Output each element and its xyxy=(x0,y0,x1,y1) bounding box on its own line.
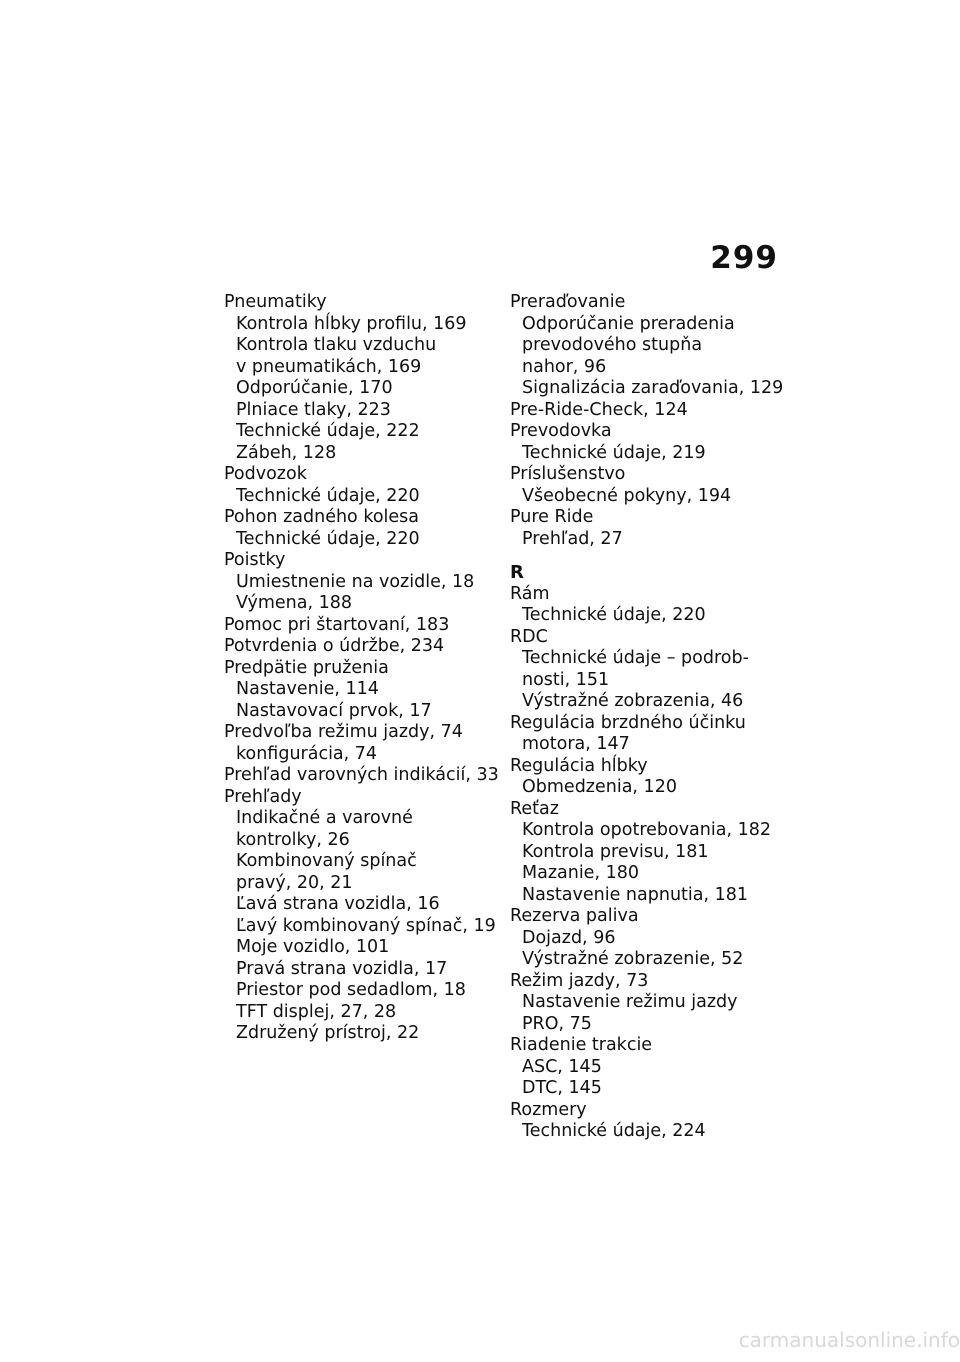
index-subentry: Technické údaje, 219 xyxy=(522,442,706,463)
index-subentry: Moje vozidlo, 101 xyxy=(236,937,390,957)
index-subentry: Kombinovaný spínač xyxy=(236,851,417,871)
index-subentry: Pravá strana vozidla, 17 xyxy=(236,958,448,979)
index-subentry: Nastavovací prvok, 17 xyxy=(236,700,432,721)
index-column-left xyxy=(224,292,499,1045)
index-subentry: Odporúčanie preradenia xyxy=(522,313,735,334)
index-subentry: Nastavenie, 114 xyxy=(236,679,379,699)
index-subentry: pravý, 20, 21 xyxy=(236,872,353,893)
index-entry: Pomoc pri štartovaní, 183 xyxy=(224,614,450,635)
index-subentry: prevodového stupňa xyxy=(522,335,703,355)
index-section-letter: R xyxy=(510,562,524,583)
index-subentry: Všeobecné pokyny, 194 xyxy=(522,485,732,506)
index-subentry: PRO, 75 xyxy=(522,1013,592,1034)
index-subentry: Obmedzenia, 120 xyxy=(522,777,677,797)
index-subentry: v pneumatikách, 169 xyxy=(236,356,422,377)
index-subentry: Technické údaje – podrob- xyxy=(522,648,749,668)
index-subentry: Ľavý kombinovaný spínač, 19 xyxy=(236,915,496,936)
index-entry: Pure Ride xyxy=(510,507,594,527)
index-subentry: Ľavá strana vozidla, 16 xyxy=(236,894,440,914)
index-column-right xyxy=(510,292,795,1143)
index-subentry: Technické údaje, 222 xyxy=(236,421,420,441)
index-entry: Predpätie pruženia xyxy=(224,657,389,678)
index-subentry: Kontrola hĺbky profilu, 169 xyxy=(236,313,467,334)
index-subentry: Výmena, 188 xyxy=(236,593,353,613)
index-entry: Prehľad varovných indikácií, 33 xyxy=(224,765,499,785)
index-subentry: Technické údaje, 220 xyxy=(236,485,420,506)
index-entry: Predvoľba režimu jazdy, 74 xyxy=(224,722,463,742)
index-entry: Rezerva paliva xyxy=(510,906,639,926)
index-subentry: Priestor pod sedadlom, 18 xyxy=(236,980,466,1000)
index-subentry: Nastavenie napnutia, 181 xyxy=(522,884,749,905)
index-subentry: Dojazd, 96 xyxy=(522,927,616,948)
index-entry: Pneumatiky xyxy=(224,292,327,312)
index-subentry: Mazanie, 180 xyxy=(522,863,639,883)
index-subentry: nahor, 96 xyxy=(522,356,607,377)
index-subentry: Technické údaje, 220 xyxy=(522,605,706,625)
index-subentry: Výstražné zobrazenie, 52 xyxy=(522,949,744,969)
index-subentry: Odporúčanie, 170 xyxy=(236,378,393,398)
index-subentry: Kontrola tlaku vzduchu xyxy=(236,335,437,355)
index-entry: Prevodovka xyxy=(510,421,612,441)
page-number: 299 xyxy=(710,240,778,276)
index-subentry: ASC, 145 xyxy=(522,1056,602,1077)
index-entry: Poistky xyxy=(224,550,286,570)
index-subentry: DTC, 145 xyxy=(522,1078,602,1098)
index-entry: Regulácia hĺbky xyxy=(510,755,648,776)
index-entry: Potvrdenia o údržbe, 234 xyxy=(224,636,445,656)
index-subentry: Zábeh, 128 xyxy=(236,442,337,463)
index-subentry: Kontrola previsu, 181 xyxy=(522,841,709,862)
index-subentry: Technické údaje, 220 xyxy=(236,528,420,549)
index-entry: Rozmery xyxy=(510,1099,587,1120)
index-subentry: konfigurácia, 74 xyxy=(236,743,378,764)
index-subentry: nosti, 151 xyxy=(522,669,610,690)
index-subentry: Prehľad, 27 xyxy=(522,528,623,549)
index-subentry: Technické údaje, 224 xyxy=(522,1121,706,1141)
index-entry: Pre-Ride-Check, 124 xyxy=(510,399,688,420)
index-entry: Regulácia brzdného účinku xyxy=(510,712,746,733)
index-subentry: Nastavenie režimu jazdy xyxy=(522,992,738,1012)
index-subentry: TFT displej, 27, 28 xyxy=(236,1001,397,1022)
index-subentry: Signalizácia zaraďovania, 129 xyxy=(522,378,784,398)
index-subentry: Združený prístroj, 22 xyxy=(236,1023,420,1043)
index-subentry: Plniace tlaky, 223 xyxy=(236,399,391,420)
index-subentry: Výstražné zobrazenia, 46 xyxy=(522,691,744,711)
index-subentry: Indikačné a varovné xyxy=(236,808,413,828)
index-subentry: motora, 147 xyxy=(522,734,630,754)
index-entry: Riadenie trakcie xyxy=(510,1035,653,1055)
index-entry: Preraďovanie xyxy=(510,292,626,312)
index-entry: Prehľady xyxy=(224,786,302,807)
index-entry: Režim jazdy, 73 xyxy=(510,970,649,991)
watermark-footer: carmanualsonline.info xyxy=(738,1328,960,1352)
index-entry: Podvozok xyxy=(224,464,307,484)
index-entry: Rám xyxy=(510,583,550,604)
index-subentry: kontrolky, 26 xyxy=(236,829,350,850)
index-entry: Reťaz xyxy=(510,798,559,819)
index-entry: RDC xyxy=(510,626,548,647)
index-subentry: Umiestnenie na vozidle, 18 xyxy=(236,571,475,592)
index-entry: Príslušenstvo xyxy=(510,464,626,484)
index-entry: Pohon zadného kolesa xyxy=(224,507,420,527)
index-subentry: Kontrola opotrebovania, 182 xyxy=(522,820,771,840)
